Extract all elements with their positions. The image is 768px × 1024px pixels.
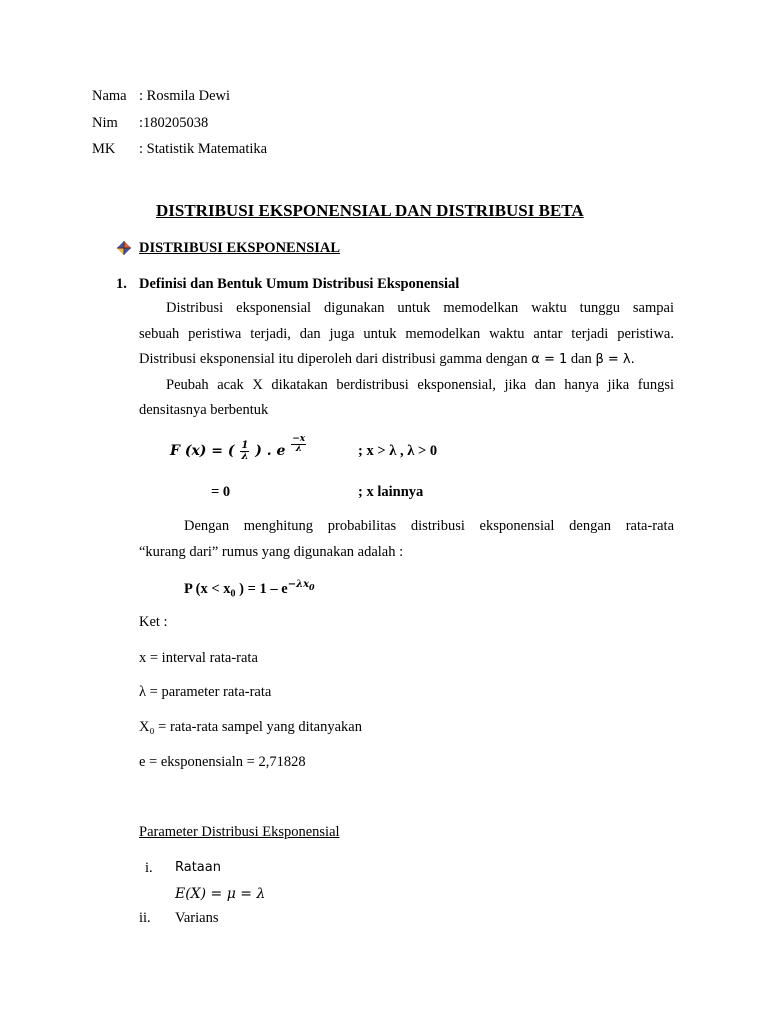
subsection-number: 1. bbox=[116, 276, 127, 292]
paragraph2-line1: Peubah acak X dikatakan berdistribusi eksponensial, jika dan hanya jika fungsi bbox=[166, 377, 674, 393]
probability-formula-lhs: P (x < x bbox=[184, 580, 231, 597]
probability-exponent bbox=[288, 579, 315, 590]
subsection-title: Definisi dan Bentuk Umum Distribusi Eksponensial bbox=[139, 276, 460, 292]
alpha-equation: α = 1 bbox=[531, 352, 568, 367]
mk-value: : Statistik Matematika bbox=[139, 141, 268, 157]
fraction-numerator: 1 bbox=[241, 439, 249, 451]
param2-number: ii. bbox=[139, 910, 151, 926]
paragraph1-line2: sebuah peristiwa terjadi, dan juga untuk memodelkan waktu antar terjadi peristiwa. bbox=[139, 326, 674, 342]
param1-formula: E(X) = μ = λ bbox=[175, 886, 266, 902]
density-formula-zero: = 0 bbox=[211, 484, 231, 500]
param2-label: Varians bbox=[175, 910, 219, 926]
ket-label: Ket : bbox=[139, 614, 168, 630]
density-formula-lhs: F (x) = ( bbox=[170, 443, 235, 459]
probability-exponent-sub: 0 bbox=[309, 582, 315, 592]
x0-subscript: 0 bbox=[230, 588, 236, 600]
probability-exponent-text: −λx bbox=[287, 579, 310, 590]
density-condition-other: ; x lainnya bbox=[358, 484, 424, 500]
ket-item-x0: X₀ = rata-rata sampel yang ditanyakan bbox=[139, 719, 362, 735]
mk-label: MK bbox=[92, 141, 116, 157]
density-formula bbox=[170, 434, 307, 465]
fraction-one-over-lambda bbox=[240, 441, 249, 462]
density-condition: ; x > λ , λ > 0 bbox=[358, 443, 438, 459]
exponent-denominator: λ bbox=[295, 444, 302, 454]
paragraph3-line1: Dengan menghitung probabilitas distribusi eksponensial dengan rata-rata bbox=[184, 518, 674, 534]
probability-formula bbox=[184, 579, 315, 600]
section-heading: DISTRIBUSI EKSPONENSIAL bbox=[139, 240, 341, 256]
density-formula-mid: ) . e bbox=[255, 443, 286, 459]
paragraph1-line1: Distribusi eksponensial digunakan untuk memodelkan waktu tunggu sampai bbox=[166, 300, 674, 316]
name-value: : Rosmila Dewi bbox=[139, 88, 231, 104]
paragraph1-line3-text: Distribusi eksponensial itu diperoleh dari distribusi gamma dengan bbox=[139, 351, 528, 367]
paragraph3-line2: “kurang dari” rumus yang digunakan adalah : bbox=[139, 544, 404, 560]
exponent-fraction bbox=[291, 435, 306, 454]
probability-formula-mid: ) = 1 – e bbox=[235, 580, 288, 597]
diamond-bullet-icon bbox=[117, 241, 131, 255]
ket-item-lambda: λ = parameter rata-rata bbox=[139, 684, 272, 700]
param1-label: Rataan bbox=[175, 860, 221, 875]
fraction-denominator: λ bbox=[241, 450, 249, 462]
name-label: Nama bbox=[92, 88, 127, 104]
ket-item-e: e = eksponensialn = 2,71828 bbox=[139, 754, 306, 770]
document-title: DISTRIBUSI EKSPONENSIAL DAN DISTRIBUSI BETA bbox=[156, 201, 584, 220]
ket-item-x: x = interval rata-rata bbox=[139, 650, 258, 666]
exponent-numerator: −x bbox=[292, 434, 306, 444]
nim-label: Nim bbox=[92, 115, 118, 131]
paragraph1-line3 bbox=[139, 351, 635, 368]
and-word: dan bbox=[570, 351, 592, 367]
param1-number: i. bbox=[145, 860, 153, 876]
parameter-heading: Parameter Distribusi Eksponensial bbox=[139, 824, 340, 840]
beta-equation: β = λ. bbox=[595, 352, 635, 367]
nim-value: :180205038 bbox=[139, 115, 209, 131]
paragraph2-line2: densitasnya berbentuk bbox=[139, 402, 269, 418]
